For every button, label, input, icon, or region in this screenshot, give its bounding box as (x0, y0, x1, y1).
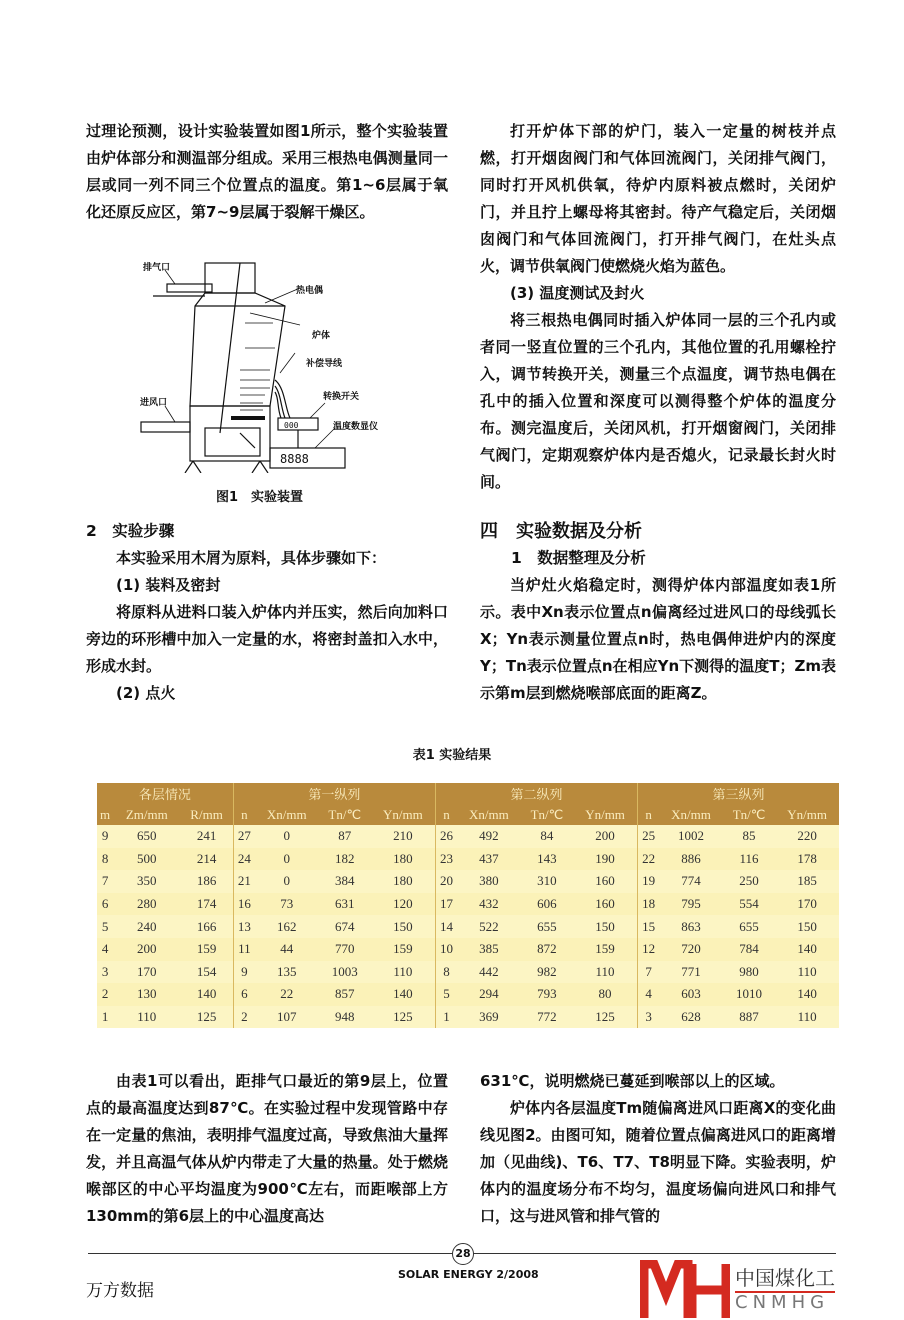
column-header: Xn/mm (457, 804, 521, 825)
table-cell: 3 (97, 961, 113, 984)
table-cell: 10 (435, 938, 457, 961)
table-cell: 1003 (319, 961, 371, 984)
table-cell: 310 (521, 870, 573, 893)
table-cell: 500 (113, 848, 180, 871)
group-header-row (97, 783, 839, 804)
table-cell: 1010 (723, 983, 775, 1006)
table-cell: 21 (233, 870, 255, 893)
group-header: 第二纵列 (435, 783, 637, 804)
table-cell: 162 (255, 915, 319, 938)
table-cell: 200 (573, 825, 637, 848)
table-cell: 12 (638, 938, 660, 961)
paragraph: 本实验采用木屑为原料，具体步骤如下： (116, 549, 387, 567)
table-cell: 110 (371, 961, 435, 984)
table-cell: 631 (319, 893, 371, 916)
column-header: Zm/mm (113, 804, 180, 825)
table-cell: 872 (521, 938, 573, 961)
paragraph: 将原料从进料口装入炉体内并压实，然后向加料口旁边的环形槽中加入一定量的水，将密封盖扣入水中，形成水封。 (86, 603, 448, 675)
column-header: m (97, 804, 113, 825)
watermark-logo (640, 1260, 850, 1318)
label-furnace: 炉体 (312, 331, 331, 341)
table-cell: 13 (233, 915, 255, 938)
table-cell: 135 (255, 961, 319, 984)
right-column-mid (480, 518, 836, 707)
paragraph: 过理论预测，设计实验装置如图1所示，整个实验装置由炉体部分和测温部分组成。采用三根热电偶测量同一层或同一列不同三个位置点的温度。第1~6层属于氧化还原反应区，第7~9层属于裂解干燥区。 (86, 122, 448, 221)
table-cell: 150 (371, 915, 435, 938)
table-cell: 110 (113, 1006, 180, 1029)
table-cell: 159 (180, 938, 233, 961)
left-column-mid (86, 518, 448, 707)
table-row (97, 870, 839, 893)
section-heading: 2 实验步骤 (86, 522, 175, 540)
table-cell: 160 (573, 870, 637, 893)
table-cell: 178 (775, 848, 839, 871)
table-cell: 214 (180, 848, 233, 871)
display-readout: 8888 (280, 452, 309, 466)
table-cell: 182 (319, 848, 371, 871)
label-switch: 转换开关 (323, 392, 360, 402)
table-cell: 280 (113, 893, 180, 916)
table-cell: 160 (573, 893, 637, 916)
step-title: (2) 点火 (116, 684, 176, 702)
table-cell: 87 (319, 825, 371, 848)
table-cell: 110 (775, 961, 839, 984)
table-cell: 44 (255, 938, 319, 961)
table-cell: 110 (573, 961, 637, 984)
table-cell: 80 (573, 983, 637, 1006)
table-cell: 2 (233, 1006, 255, 1029)
subsection-heading: 1 数据整理及分析 (511, 549, 646, 567)
table-row (97, 848, 839, 871)
table-cell: 159 (371, 938, 435, 961)
table-cell: 140 (371, 983, 435, 1006)
group-header: 各层情况 (97, 783, 233, 804)
table-cell: 603 (659, 983, 723, 1006)
table-cell: 240 (113, 915, 180, 938)
column-header: R/mm (180, 804, 233, 825)
table-row (97, 1006, 839, 1029)
table-cell: 442 (457, 961, 521, 984)
table-cell: 771 (659, 961, 723, 984)
table-cell: 1002 (659, 825, 723, 848)
table-cell: 437 (457, 848, 521, 871)
table-row (97, 961, 839, 984)
table-cell: 522 (457, 915, 521, 938)
table-cell: 720 (659, 938, 723, 961)
section-heading: 四 实验数据及分析 (480, 521, 642, 542)
table-cell: 492 (457, 825, 521, 848)
column-header: Yn/mm (573, 804, 637, 825)
table-cell: 27 (233, 825, 255, 848)
column-header: n (435, 804, 457, 825)
table-cell: 110 (775, 1006, 839, 1029)
table-cell: 8 (97, 848, 113, 871)
results-table (97, 783, 839, 1028)
apparatus-diagram (135, 258, 385, 473)
table-cell: 73 (255, 893, 319, 916)
table-cell: 1 (435, 1006, 457, 1029)
table-cell: 655 (521, 915, 573, 938)
column-header: Tn/℃ (723, 804, 775, 825)
table-cell: 674 (319, 915, 371, 938)
table-cell: 7 (97, 870, 113, 893)
table-cell: 116 (723, 848, 775, 871)
table-cell: 107 (255, 1006, 319, 1029)
table-cell: 0 (255, 825, 319, 848)
table-cell: 4 (97, 938, 113, 961)
mh-logo-icon (640, 1260, 730, 1318)
table-cell: 294 (457, 983, 521, 1006)
table-cell: 980 (723, 961, 775, 984)
table-cell: 650 (113, 825, 180, 848)
left-column-bottom (86, 1068, 448, 1230)
table-cell: 170 (775, 893, 839, 916)
table-cell: 15 (638, 915, 660, 938)
group-header: 第一纵列 (233, 783, 435, 804)
table-cell: 795 (659, 893, 723, 916)
table-row (97, 825, 839, 848)
table-cell: 166 (180, 915, 233, 938)
table-cell: 3 (638, 1006, 660, 1029)
column-header: Xn/mm (255, 804, 319, 825)
table-cell: 185 (775, 870, 839, 893)
column-header: Yn/mm (371, 804, 435, 825)
label-air-inlet: 进风口 (140, 398, 168, 408)
table-row (97, 893, 839, 916)
table-cell: 25 (638, 825, 660, 848)
table-cell: 655 (723, 915, 775, 938)
table-cell: 14 (435, 915, 457, 938)
right-column-top (480, 118, 836, 496)
table-cell: 170 (113, 961, 180, 984)
table-cell: 8 (435, 961, 457, 984)
paragraph: 由表1可以看出，距排气口最近的第9层上，位置点的最高温度达到87℃。在实验过程中发现管路中存在一定量的焦油，表明排气温度过高，导致焦油大量挥发，并且高温气体从炉内带走了大量的热量。处于燃烧喉部区的中心平均温度为900℃左右，而距喉部上方130mm的第6层上的中心温度高达 (86, 1072, 448, 1225)
table-cell: 143 (521, 848, 573, 871)
table-cell: 174 (180, 893, 233, 916)
table-cell: 369 (457, 1006, 521, 1029)
table-cell: 186 (180, 870, 233, 893)
table-cell: 16 (233, 893, 255, 916)
label-exhaust: 排气口 (143, 263, 171, 273)
column-header-row (97, 804, 839, 825)
table-cell: 0 (255, 848, 319, 871)
table-row (97, 915, 839, 938)
table-cell: 241 (180, 825, 233, 848)
table-cell: 380 (457, 870, 521, 893)
table-cell: 85 (723, 825, 775, 848)
table-cell: 140 (775, 938, 839, 961)
table-cell: 350 (113, 870, 180, 893)
watermark-en: CNMHG (735, 1292, 830, 1313)
table-cell: 180 (371, 870, 435, 893)
table-cell: 159 (573, 938, 637, 961)
table-cell: 140 (180, 983, 233, 1006)
figure-caption: 图1 实验装置 (216, 490, 304, 505)
table-cell: 150 (573, 915, 637, 938)
table-cell: 18 (638, 893, 660, 916)
table-cell: 9 (233, 961, 255, 984)
table-row (97, 938, 839, 961)
table-cell: 210 (371, 825, 435, 848)
column-header: Tn/℃ (521, 804, 573, 825)
source-label: 万方数据 (86, 1281, 154, 1301)
table-cell: 11 (233, 938, 255, 961)
table-cell: 982 (521, 961, 573, 984)
table-cell: 140 (775, 983, 839, 1006)
label-temp-display: 温度数显仪 (333, 422, 379, 432)
table-cell: 84 (521, 825, 573, 848)
column-header: n (233, 804, 255, 825)
table-cell: 432 (457, 893, 521, 916)
table-cell: 220 (775, 825, 839, 848)
journal-name: SOLAR ENERGY 2/2008 (398, 1268, 539, 1281)
table-cell: 0 (255, 870, 319, 893)
table-cell: 887 (723, 1006, 775, 1029)
right-column-bottom (480, 1068, 836, 1230)
table-cell: 250 (723, 870, 775, 893)
paragraph: 631℃，说明燃烧已蔓延到喉部以上的区域。 (480, 1072, 785, 1090)
table-cell: 4 (638, 983, 660, 1006)
table-cell: 154 (180, 961, 233, 984)
table-caption: 表1 实验结果 (412, 748, 492, 763)
column-header: n (638, 804, 660, 825)
group-header: 第三纵列 (638, 783, 839, 804)
label-compensation-wire: 补偿导线 (306, 359, 343, 369)
table-cell: 22 (638, 848, 660, 871)
paragraph: 打开炉体下部的炉门，装入一定量的树枝并点燃，打开烟囱阀门和气体回流阀门，关闭排气阀门，同时打开风机供氧，待炉内原料被点燃时，关闭炉门，并且拧上螺母将其密封。待产气稳定后，关闭烟囱阀门和气体回流阀门，打开排气阀门，在灶头点火，调节供氧阀门使燃烧火焰为蓝色。 (480, 122, 836, 275)
table-cell: 190 (573, 848, 637, 871)
table-row (97, 983, 839, 1006)
table-cell: 23 (435, 848, 457, 871)
table-cell: 6 (233, 983, 255, 1006)
column-header: Yn/mm (775, 804, 839, 825)
table-cell: 784 (723, 938, 775, 961)
table-cell: 863 (659, 915, 723, 938)
table-cell: 385 (457, 938, 521, 961)
table-cell: 886 (659, 848, 723, 871)
table-cell: 150 (775, 915, 839, 938)
table-cell: 606 (521, 893, 573, 916)
table-cell: 948 (319, 1006, 371, 1029)
table-cell: 130 (113, 983, 180, 1006)
table-cell: 6 (97, 893, 113, 916)
left-column-top (86, 118, 448, 226)
table-cell: 770 (319, 938, 371, 961)
table-cell: 125 (573, 1006, 637, 1029)
paragraph: 炉体内各层温度Tm随偏离进风口距离X的变化曲线见图2。由图可知，随着位置点偏离进风口的距离增加（见曲线)、T6、T7、T8明显下降。实验表明，炉体内的温度场分布不均匀，温度场偏向进风口和排气口，这与进风管和排气管的 (480, 1099, 836, 1225)
switch-readout: 000 (284, 421, 299, 430)
paragraph: 将三根热电偶同时插入炉体同一层的三个孔内或者同一竖直位置的三个孔内，其他位置的孔用螺栓拧入，调节转换开关，测量三个点温度，调节热电偶在孔中的插入位置和深度可以测得整个炉体的温度分布。测完温度后，关闭风机，打开烟窗阀门，关闭排气阀门，定期观察炉体内是否熄火，记录最长封火时间。 (480, 311, 836, 491)
step-title: (1) 装料及密封 (116, 576, 221, 594)
table-cell: 200 (113, 938, 180, 961)
page-number: 28 (452, 1243, 474, 1265)
table-cell: 2 (97, 983, 113, 1006)
table-cell: 120 (371, 893, 435, 916)
table-cell: 125 (371, 1006, 435, 1029)
paragraph: 当炉灶火焰稳定时，测得炉体内部温度如表1所示。表中Xn表示位置点n偏离经过进风口的母线弧长X；Yn表示测量位置点n时，热电偶伸进炉内的深度Y；Tn表示位置点n在相应Yn下测得的温度T；Zm表示第m层到燃烧喉部底面的距离Z。 (480, 576, 836, 702)
table-cell: 5 (435, 983, 457, 1006)
table-cell: 19 (638, 870, 660, 893)
table-cell: 793 (521, 983, 573, 1006)
table-cell: 22 (255, 983, 319, 1006)
table-cell: 125 (180, 1006, 233, 1029)
table-cell: 9 (97, 825, 113, 848)
table-cell: 180 (371, 848, 435, 871)
table-cell: 7 (638, 961, 660, 984)
label-thermocouple: 热电偶 (296, 286, 324, 296)
table-cell: 24 (233, 848, 255, 871)
table-cell: 26 (435, 825, 457, 848)
table-cell: 628 (659, 1006, 723, 1029)
table-cell: 772 (521, 1006, 573, 1029)
table-cell: 20 (435, 870, 457, 893)
column-header: Xn/mm (659, 804, 723, 825)
table-cell: 17 (435, 893, 457, 916)
table-cell: 857 (319, 983, 371, 1006)
table-cell: 554 (723, 893, 775, 916)
table-cell: 384 (319, 870, 371, 893)
step-title: (3) 温度测试及封火 (510, 284, 645, 302)
table-cell: 1 (97, 1006, 113, 1029)
watermark-cn: 中国煤化工 (735, 1262, 835, 1293)
column-header: Tn/℃ (319, 804, 371, 825)
table-cell: 5 (97, 915, 113, 938)
table-cell: 774 (659, 870, 723, 893)
